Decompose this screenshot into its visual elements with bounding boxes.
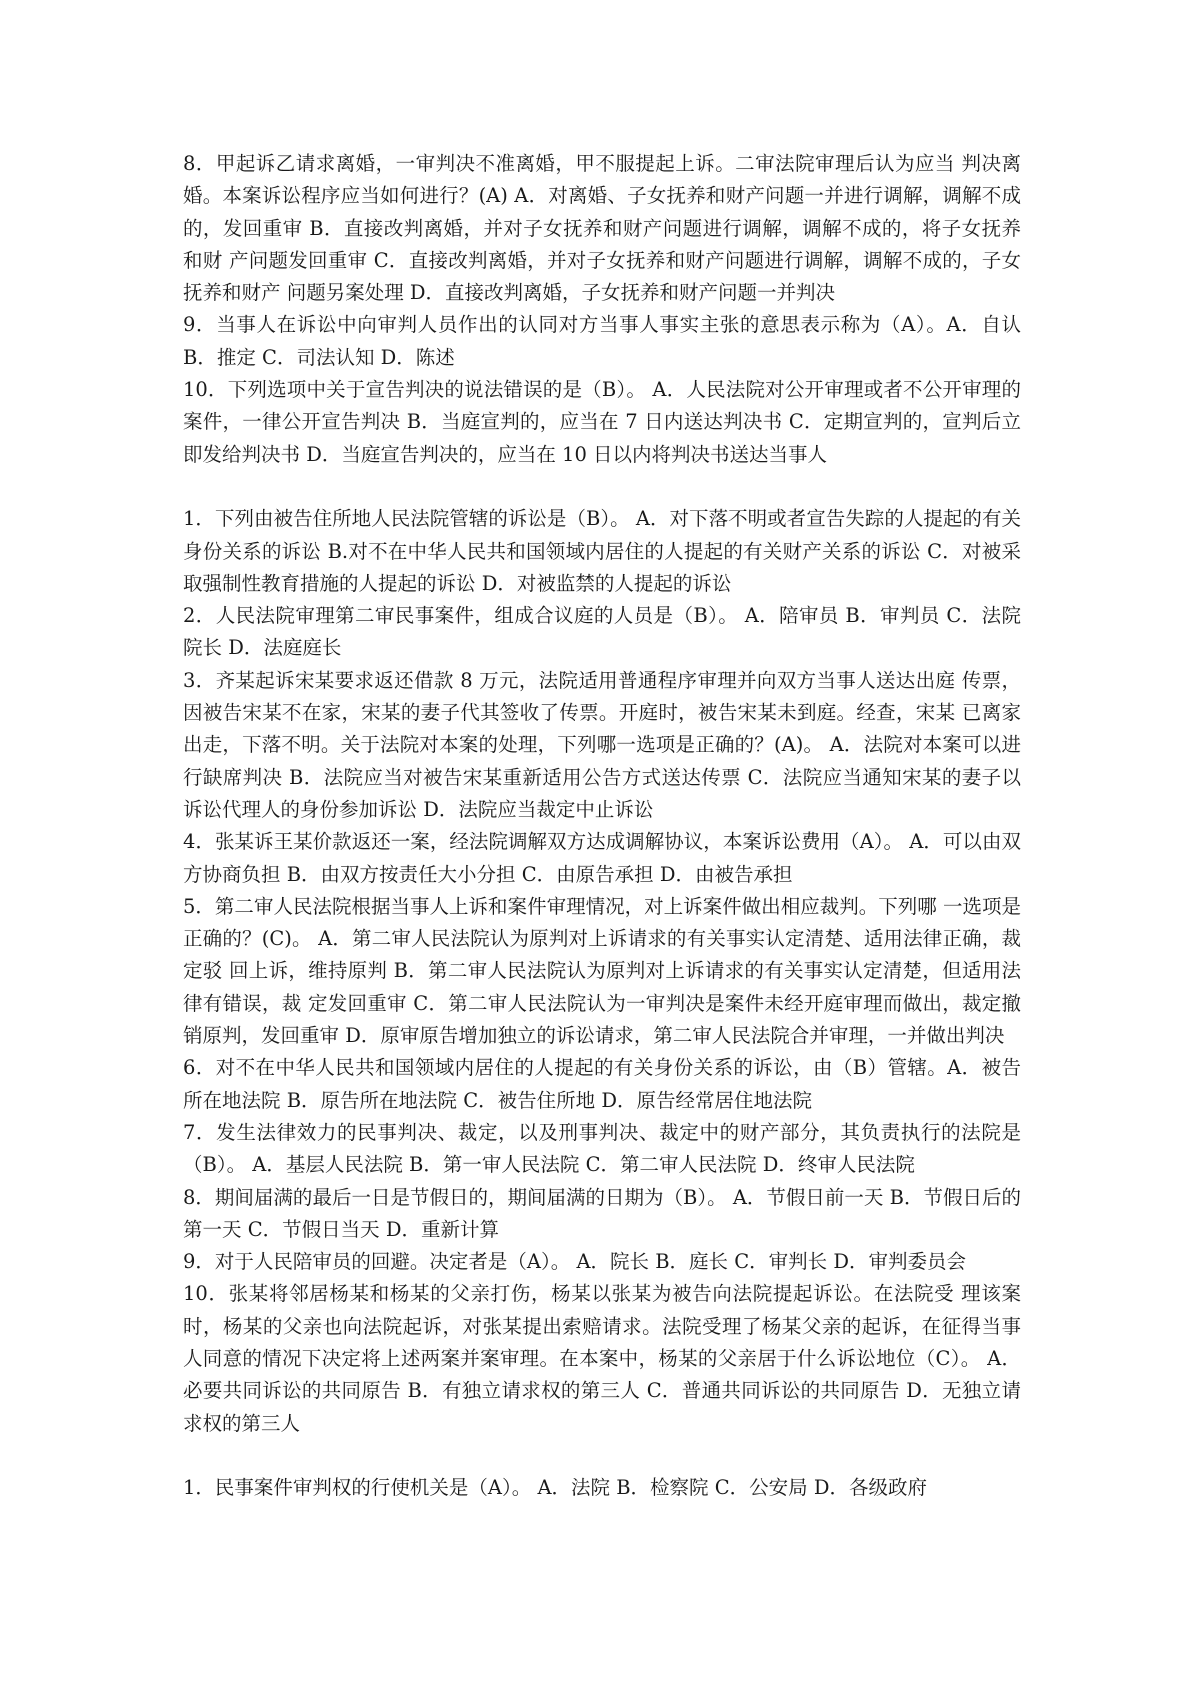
question-10-litigation-status: 10．张某将邻居杨某和杨某的父亲打伤，杨某以张某为被告向法院提起诉讼。在法院受 理该案时，杨某的父亲也向法院起诉，对张某提出索赔请求。法院受理了杨某父亲的起诉，在征得当事人同意的情况下决定将上述两案并案审理。在本案中，杨某的父亲居于什么诉讼地位（C）。 A．必要共同诉讼的共同原告 B．有独立请求权的第三人 C．普通共同诉讼的共同原告 D．无独立请求权的第三人 <box>183 1282 1021 1435</box>
question-2-collegiate-bench: 2．人民法院审理第二审民事案件，组成合议庭的人员是（B）。 A．陪审员 B．审判员 C．法院院长 D．法庭庭长 <box>183 604 1021 660</box>
question-1-defendant-domicile-jurisdiction: 1．下列由被告住所地人民法院管辖的诉讼是（B）。 A．对下落不明或者宣告失踪的人提起的有关身份关系的诉讼 B.对不在中华人民共和国领域内居住的人提起的有关财产关系的诉讼 C．对被采取强制性教育措施的人提起的诉讼 D．对被监禁的人提起的诉讼 <box>183 507 1021 595</box>
question-3-default-judgment: 3．齐某起诉宋某要求返还借款 8 万元，法院适用普通程序审理并向双方当事人送达出庭 传票，因被告宋某不在家，宋某的妻子代其签收了传票。开庭时，被告宋某未到庭。经查，宋某 已离家出走，下落不明。关于法院对本案的处理，下列哪一选项是正确的？(A)。 A．法院对本案可以进行缺席判决 B．法院应当对被告宋某重新适用公告方式送达传票 C．法院应当通知宋某的妻子以诉讼代理人的身份参加诉讼 D．法院应当裁定中止诉讼 <box>183 668 1021 821</box>
question-9-juror-recusal: 9．对于人民陪审员的回避。决定者是（A）。 A．院长 B．庭长 C．审判长 D．审判委员会 <box>183 1250 966 1274</box>
question-7-enforcement-court: 7．发生法律效力的民事判决、裁定，以及刑事判决、裁定中的财产部分，其负责执行的法院是（B）。 A．基层人民法院 B．第一审人民法院 C．第二审人民法院 D．终审人民法院 <box>183 1120 1021 1177</box>
question-8-holiday-period: 8．期间届满的最后一日是节假日的，期间届满的日期为（B）。 A．节假日前一天 B．节假日后的第一天 C．节假日当天 D．重新计算 <box>183 1185 1021 1241</box>
question-list <box>183 148 1021 1504</box>
question-9-admission: 9．当事人在诉讼中向审判人员作出的认同对方当事人事实主张的意思表示称为（A）。A．自认 B．推定 C．司法认知 D．陈述 <box>183 313 1021 369</box>
question-10-judgment-announcement: 10．下列选项中关于宣告判决的说法错误的是（B）。 A．人民法院对公开审理或者不公开审理的案件，一律公开宣告判决 B．当庭宣判的，应当在 7 日内送达判决书 C．定期宣判的，宣判后立即发给判决书 D．当庭宣告判决的，应当在 10 日以内将判决书送达当事人 <box>183 378 1021 466</box>
question-5-second-instance-ruling: 5．第二审人民法院根据当事人上诉和案件审理情况，对上诉案件做出相应裁判。下列哪 一选项是正确的？(C)。 A．第二审人民法院认为原判对上诉请求的有关事实认定清楚、适用法律正确，裁定驳 回上诉，维持原判 B．第二审人民法院认为原判对上诉请求的有关事实认定清楚，但适用法律有错误，裁 定发回重审 C．第二审人民法院认为一审判决是案件未经开庭审理而做出，裁定撤销原判，发回重审 D．原审原告增加独立的诉讼请求，第二审人民法院合并审理，一并做出判决 <box>183 894 1021 1048</box>
question-4-litigation-costs: 4．张某诉王某价款返还一案，经法院调解双方达成调解协议，本案诉讼费用（A）。 A．可以由双方协商负担 B．由双方按责任大小分担 C．由原告承担 D．由被告承担 <box>183 830 1021 886</box>
question-8-divorce-appeal: 8．甲起诉乙请求离婚，一审判决不准离婚，甲不服提起上诉。二审法院审理后认为应当 判决离婚。本案诉讼程序应当如何进行？(A) A．对离婚、子女抚养和财产问题一并进行调解，调解不成的，发回重审 B．直接改判离婚，并对子女抚养和财产问题进行调解，调解不成的，将子女抚养和财 产问题发回重审 C．直接改判离婚，并对子女抚养和财产问题进行调解，调解不成的，子女抚养和财产 问题另案处理 D．直接改判离婚，子女抚养和财产问题一并判决 <box>183 152 1021 305</box>
section-gap <box>183 471 1021 503</box>
section-gap <box>183 1440 1021 1472</box>
question-6-status-jurisdiction: 6．对不在中华人民共和国领域内居住的人提起的有关身份关系的诉讼，由（B）管辖。A．被告所在地法院 B．原告所在地法院 C．被告住所地 D．原告经常居住地法院 <box>183 1056 1021 1112</box>
question-1-judicial-power: 1．民事案件审判权的行使机关是（A）。 A．法院 B．检察院 C．公安局 D．各级政府 <box>183 1476 927 1500</box>
